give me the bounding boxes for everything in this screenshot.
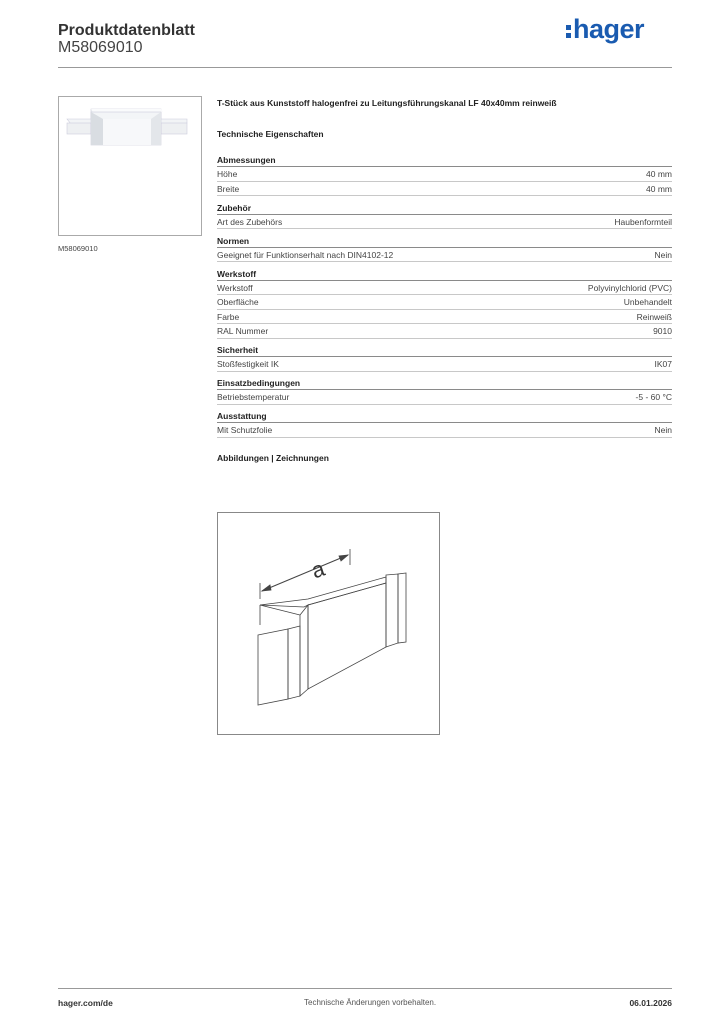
property-row [217,167,672,182]
property-row [217,215,672,230]
section-heading: Normen [217,236,672,248]
footer-date: 06.01.2026 [629,998,672,1008]
property-row [217,357,672,372]
section-heading: Einsatzbedingungen [217,378,672,390]
product-details [217,98,672,463]
tech-heading: Technische Eigenschaften [217,129,324,139]
section-heading: Ausstattung [217,411,672,423]
footer-divider [58,988,672,989]
section-0 [217,155,672,196]
footer-website[interactable]: hager.com/de [58,998,113,1008]
property-row [217,295,672,310]
section-6 [217,411,672,438]
section-1 [217,203,672,230]
property-value: 9010 [653,326,672,336]
footer-notice: Technische Änderungen vorbehalten. [304,998,437,1007]
property-label: Betriebstemperatur [217,392,290,402]
property-row [217,423,672,438]
property-label: Farbe [217,311,240,322]
property-row [217,310,672,325]
property-label: Mit Schutzfolie [217,425,273,435]
section-heading: Sicherheit [217,345,672,357]
section-5 [217,378,672,405]
property-value: Haubenformteil [614,216,672,227]
property-value: -5 - 60 °C [635,392,672,402]
product-number: M58069010 [58,39,143,56]
property-label: Höhe [217,169,238,179]
section-heading: Werkstoff [217,269,672,281]
property-label: RAL Nummer [217,326,269,336]
property-value: 40 mm [646,169,672,179]
property-label: Breite [217,183,240,194]
hager-logo-icon [566,14,644,45]
property-row [217,248,672,263]
section-2 [217,236,672,263]
thumbnail-caption: M58069010 [58,244,98,253]
property-sections [217,155,672,438]
section-3 [217,269,672,339]
logo-text: hager [573,14,645,44]
drawings-heading: Abbildungen | Zeichnungen [217,452,329,463]
property-label: Geeignet für Funktionserhalt nach DIN4102-12 [217,249,394,260]
technical-drawing [217,512,440,735]
property-value: Nein [654,425,672,435]
header-divider [58,67,672,68]
property-row [217,182,672,197]
property-value: IK07 [654,359,672,369]
product-thumbnail [58,96,202,236]
property-value: Unbehandelt [623,297,672,307]
property-value: 40 mm [646,183,672,194]
property-row [217,390,672,405]
dimension-label: a [308,555,328,584]
property-value: Nein [654,249,672,260]
property-label: Stoßfestigkeit IK [217,359,279,369]
property-label: Art des Zubehörs [217,216,283,227]
property-row [217,324,672,339]
section-4 [217,345,672,372]
property-value: Polyvinylchlorid (PVC) [587,282,672,293]
property-row [217,281,672,296]
t-piece-drawing-icon [218,513,439,734]
page-title: Produktdatenblatt [58,22,195,39]
property-label: Werkstoff [217,282,253,293]
section-heading: Abmessungen [217,155,672,167]
property-value: Reinweiß [636,311,672,322]
property-label: Oberfläche [217,297,259,307]
product-image-icon [59,97,201,235]
section-heading: Zubehör [217,203,672,215]
product-title: T-Stück aus Kunststoff halogenfrei zu Leitungsführungskanal LF 40x40mm reinweiß [217,98,557,108]
